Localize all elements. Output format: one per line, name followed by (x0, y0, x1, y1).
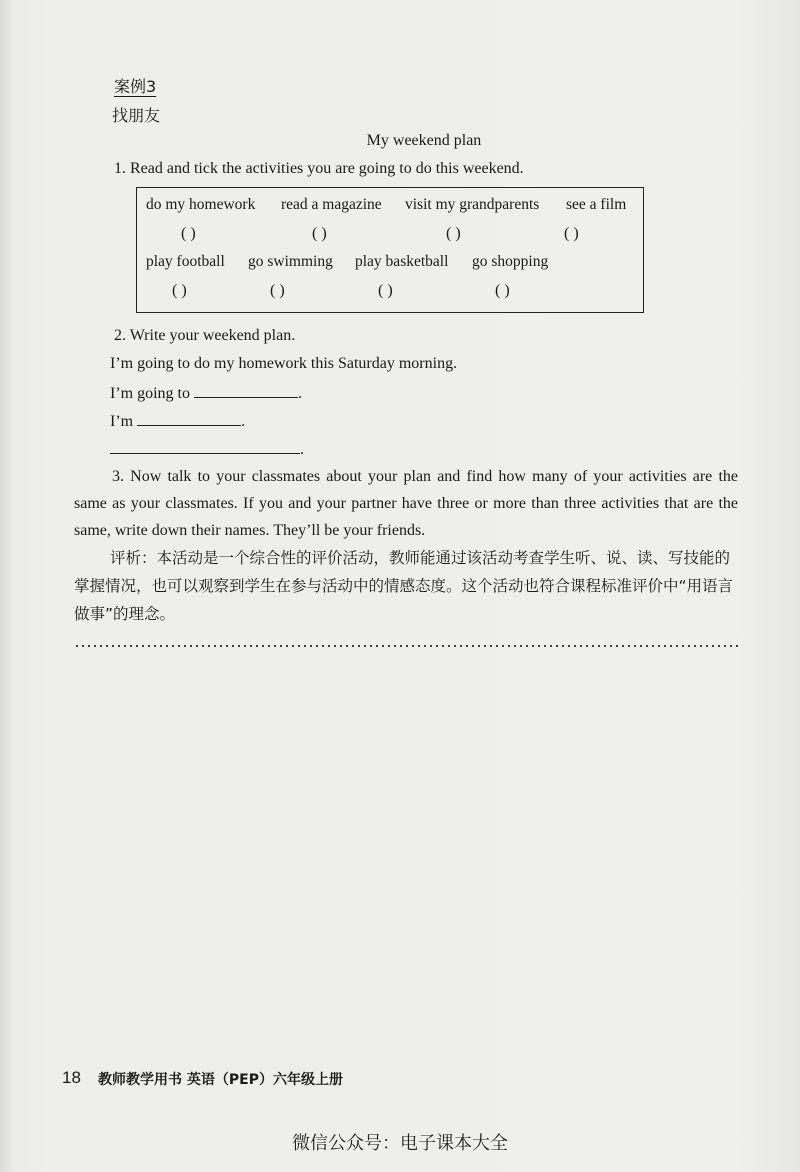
tick-box[interactable]: ( ) (181, 225, 196, 242)
case-label: 案例3 (114, 77, 157, 96)
tick-box[interactable]: ( ) (446, 225, 461, 242)
answer-blank[interactable] (137, 411, 241, 426)
question-2: 2. Write your weekend plan. (114, 327, 296, 344)
activity-play-football: play football (146, 253, 225, 270)
tick-box[interactable]: ( ) (172, 282, 187, 299)
activity-go-shopping: go shopping (472, 253, 549, 270)
tick-box[interactable]: ( ) (564, 225, 579, 242)
example-sentence: I’m going to do my homework this Saturday morning. (110, 355, 458, 372)
activity-go-swimming: go swimming (248, 253, 333, 270)
analysis-text: 评析：本活动是一个综合性的评价活动，教师能通过该活动考查学生听、说、读、写技能的掌握情况，也可以观察到学生在参与活动中的情感态度。这个活动也符合课程标准评价中“用语言做事”的理念。 (74, 549, 734, 623)
plan-line-3 (110, 411, 245, 431)
dotted-divider (74, 645, 738, 647)
answer-blank[interactable] (110, 439, 300, 454)
plan-line-2-prefix: I’m going to (110, 385, 190, 402)
period: . (298, 385, 302, 402)
activity-do-homework: do my homework (146, 196, 256, 213)
period: . (241, 413, 246, 430)
page-number: 18 (62, 1068, 81, 1087)
tick-box[interactable]: ( ) (312, 225, 327, 242)
tick-box[interactable]: ( ) (495, 282, 510, 299)
period: . (300, 441, 304, 458)
plan-title: My weekend plan (366, 132, 482, 149)
activity-visit-grandparents: visit my grandparents (405, 196, 540, 213)
question-1: 1. Read and tick the activities you are going to do this weekend. (114, 160, 524, 177)
activity-see-film: see a film (566, 196, 627, 213)
activity-read-magazine: read a magazine (281, 196, 382, 213)
plan-line-4 (110, 439, 304, 459)
answer-blank[interactable] (194, 383, 298, 398)
question-3: 3. Now talk to your classmates about your plan and find how many of your activities are the same as your classmates. If you and your partner have three or more than three activities that are the same, write down their names. They’ll be your friends. (74, 468, 738, 539)
plan-line-2 (110, 383, 302, 403)
tick-box[interactable]: ( ) (378, 282, 393, 299)
activity-play-basketball: play basketball (355, 253, 449, 270)
book-title: 教师教学用书 英语（PEP）六年级上册 (98, 1072, 343, 1088)
watermark: 微信公众号：电子课本大全 (292, 1133, 508, 1154)
case-title: 找朋友 (112, 106, 161, 125)
tick-box[interactable]: ( ) (270, 282, 285, 299)
plan-line-3-prefix: I’m (110, 413, 134, 430)
